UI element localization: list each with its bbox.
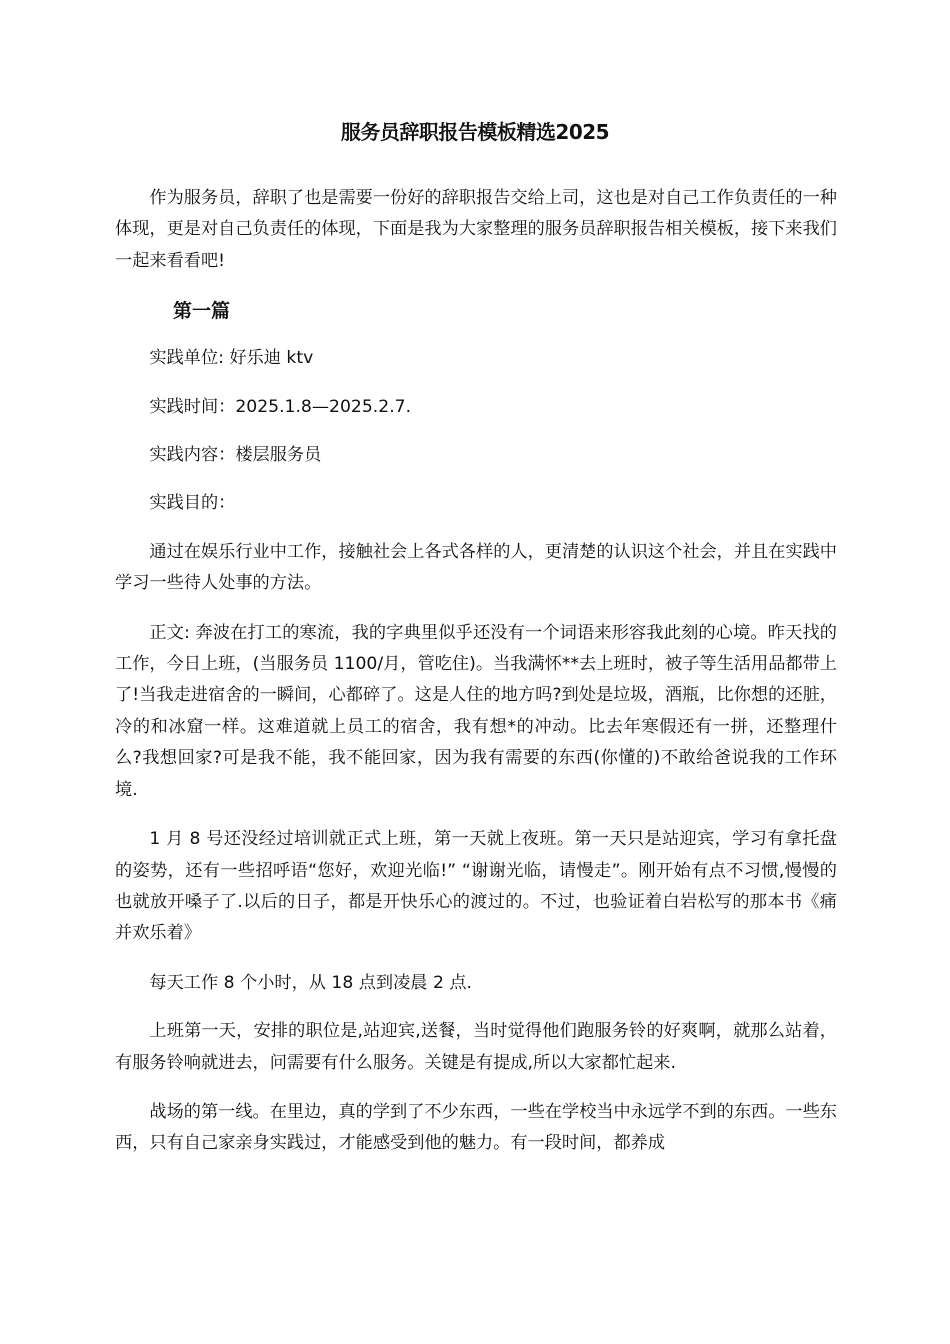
document-body — [115, 183, 837, 1178]
paragraph-first-shift: 上班第一天，安排的职位是,站迎宾,送餐，当时觉得他们跑服务铃的好爽啊，就那么站着，有服务铃响就进去，问需要有什么服务。关键是有提成,所以大家都忙起来. — [115, 1021, 837, 1073]
paragraph-main-text: 正文: 奔波在打工的寒流，我的字典里似乎还没有一个词语来形容我此刻的心境。昨天找的工作，今日上班，(当服务员 1100/月，管吃住)。当我满怀**去上班时，被子等生活用品都带上了!当我走进宿舍的一瞬间，心都碎了。这是人住的地方吗?到处是垃圾，酒瓶，比你想的还脏，冷的和冰窟一样。这难道就上员工的宿舍，我有想*的冲动。比去年寒假还有一拼，还整理什么?我想回家?可是我不能，我不能回家，因为我有需要的东西(你懂的)不敢给爸说我的工作环境. — [115, 622, 837, 800]
paragraph-first-day: 1 月 8 号还没经过培训就正式上班，第一天就上夜班。第一天只是站迎宾，学习有拿托盘的姿势，还有一些招呼语“您好，欢迎光临!” “谢谢光临，请慢走”。刚开始有点不习惯,慢慢的也就放开嗓子了.以后的日子，都是开快乐心的渡过的。不过，也验证着白岩松写的那本书《痛并欢乐着》 — [115, 829, 837, 944]
document-title: 服务员辞职报告模板精选2025 — [340, 120, 610, 144]
intro-paragraph: 作为服务员，辞职了也是需要一份好的辞职报告交给上司，这也是对自己工作负责任的一种体现，更是对自己负责任的体现，下面是我为大家整理的服务员辞职报告相关模板，接下来我们一起来看看吧! — [115, 188, 837, 271]
paragraph-front-line: 战场的第一线。在里边，真的学到了不少东西，一些在学校当中永远学不到的东西。一些东西，只有自己家亲身实践过，才能感受到他的魅力。有一段时间，都养成 — [115, 1101, 837, 1154]
paragraph-purpose-body: 通过在娱乐行业中工作，接触社会上各式各样的人，更清楚的认识这个社会，并且在实践中学习一些待人处事的方法。 — [115, 541, 837, 594]
paragraph-practice-unit: 实践单位: 好乐迪 ktv — [149, 348, 314, 369]
section-heading: 第一篇 — [173, 300, 231, 323]
paragraph-practice-purpose: 实践目的： — [149, 493, 236, 514]
paragraph-work-hours: 每天工作 8 个小时，从 18 点到凌晨 2 点. — [149, 972, 473, 993]
paragraph-practice-content: 实践内容：楼层服务员 — [149, 445, 322, 466]
paragraph-practice-time: 实践时间：2025.1.8—2025.2.7. — [149, 396, 412, 417]
